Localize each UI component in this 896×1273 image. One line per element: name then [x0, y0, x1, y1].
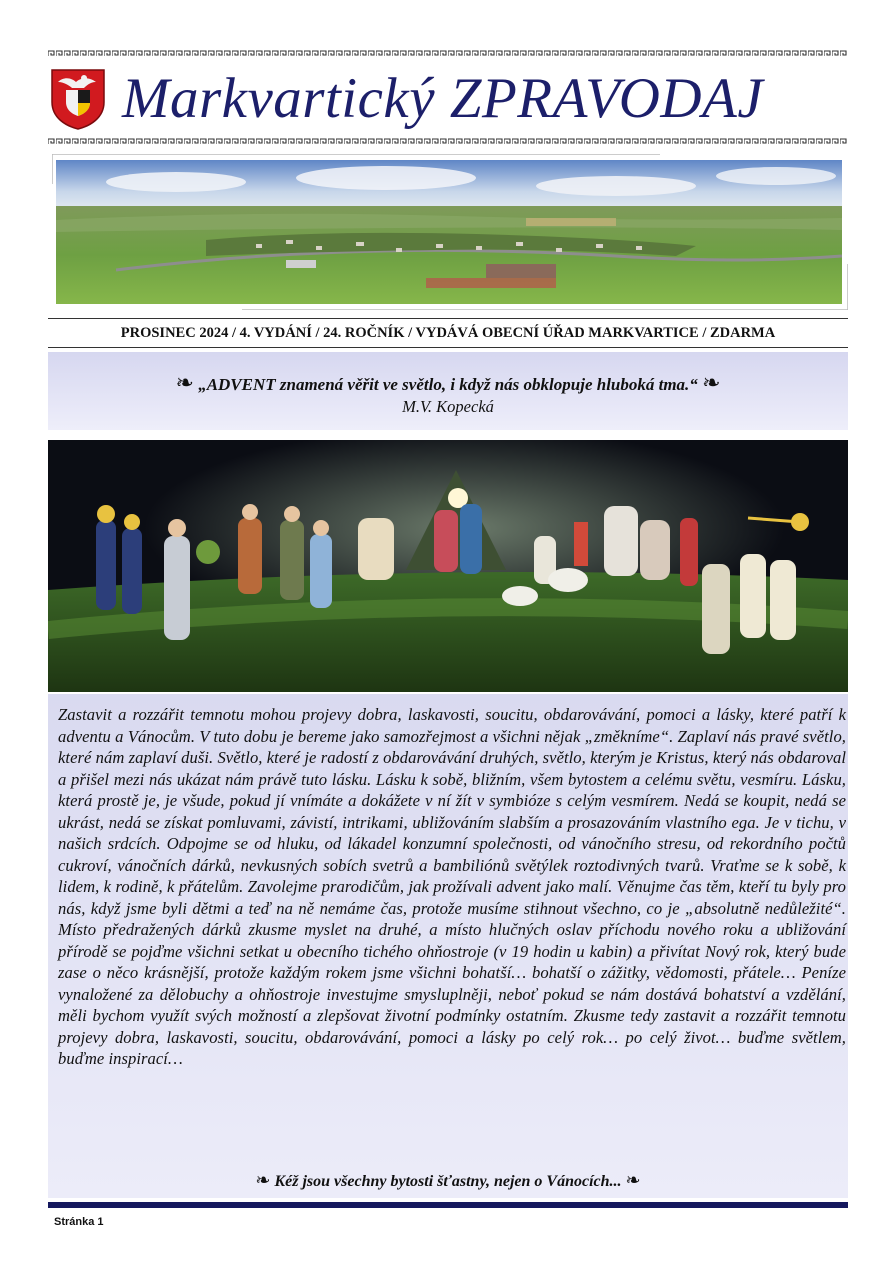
footer-bar — [48, 1202, 848, 1208]
quote-text: „ADVENT znamená věřit ve světlo, i když nás obklopuje hluboká tma.“ — [198, 375, 698, 394]
quote-author: M.V. Kopecká — [402, 397, 494, 416]
closing-text: Kéž jsou všechny bytosti šťastny, nejen o Vánocích... — [274, 1173, 622, 1190]
top-border-ornament — [48, 50, 848, 57]
advent-quote-box — [48, 352, 848, 430]
article-body: Zastavit a rozzářit temnotu mohou projevy dobra, laskavosti, soucitu, obdarovávání, pomoci a lásky, které patří k adventu a Vánocům. V tuto dobu je bereme jako samozřejmost a všichni nějak „změkníme“. Zaplaví nás pravé světlo, které nám zaplaví duši. Světlo, které je radostí z obdarovávání druhých, světlo, kterým je Kristus, který nás obdaroval a přišel mezi nás ukázat nám právě tuto lásku. Lásku k sobě, bližním, všem bytostem a celému světu, vesmíru. Lásku, která prostě je, je všude, pokud jí vnímáte a dokážete v ní žít v symbióze s celým vesmírem. Nedá se koupit, nedá se ukrást, nedá se získat pomluvami, závistí, intrikami, ubližováním slabším a prosazováním vlastního ega. Je v tichu, v našich srdcích. Odpojme se od hluku, od lákadel konzumní společnosti, od vánočního stresu, od rekordního počtů cukroví, vánočních dárků, nevkusných sobích svetrů a bambiliónů světýlek roztodivných tvarů. Vraťme se k sobě, k lidem, k rodině, k přátelům. Zavolejme prarodičům, jak prožívali advent jako malí. Věnujme čas těm, kteří tu byly pro nás, když jsme byli dětmi a teď na ně nemáme čas, protože musíme stihnout všechno, co je „absolutně nedůležité“. Místo předražených dárků zkusme myslet na druhé, a místo hlučných oslav příchodu nového roku a ubližování přírodě se pojďme všichni setkat u obecního tichého ohňostroje (v 19 hodin u kabin) a přivítat Nový rok, který bude zase o něco krásnější, protože každým rokem jsme všichni bohatší… bohatší o zážitky, vědomosti, přátele… Peníze vynaložené za dělobuchy a ohňostroje investujme smysluplněji, neboť pokud se nám dostává bohatství a vzdělání, měli bychom využít svých možností a zlepšovat životní podmínky ostatním. Zkusme tedy zastavit a rozzářit temnotu projevy dobra, laskavosti, soucitu, obdarovávání, pomoci a lásky po celý rok… po celý život… buďme světlem, buďme inspirací… — [58, 705, 846, 1068]
closing-line — [48, 1170, 848, 1191]
page-number: Stránka 1 — [54, 1216, 104, 1228]
masthead-border-ornament — [48, 138, 848, 145]
issue-info-line: PROSINEC 2024 / 4. VYDÁNÍ / 24. ROČNÍK / VYDÁVÁ OBECNÍ ÚŘAD MARKVARTICE / ZDARMA — [120, 325, 776, 341]
info-line-bottom-rule — [48, 347, 848, 348]
nativity-scene-photo — [48, 440, 848, 692]
village-panorama-image — [56, 160, 842, 304]
info-line-top-rule — [48, 318, 848, 319]
advent-article — [48, 694, 848, 1198]
coat-of-arms-icon — [50, 68, 106, 130]
flourish-icon: ❧ — [702, 370, 721, 395]
flourish-icon: ❧ — [175, 370, 194, 395]
flourish-icon: ❧ — [625, 1170, 641, 1190]
flourish-icon: ❧ — [255, 1170, 271, 1190]
newsletter-title: Markvartický ZPRAVODAJ — [122, 67, 764, 130]
advent-quote — [48, 370, 848, 396]
